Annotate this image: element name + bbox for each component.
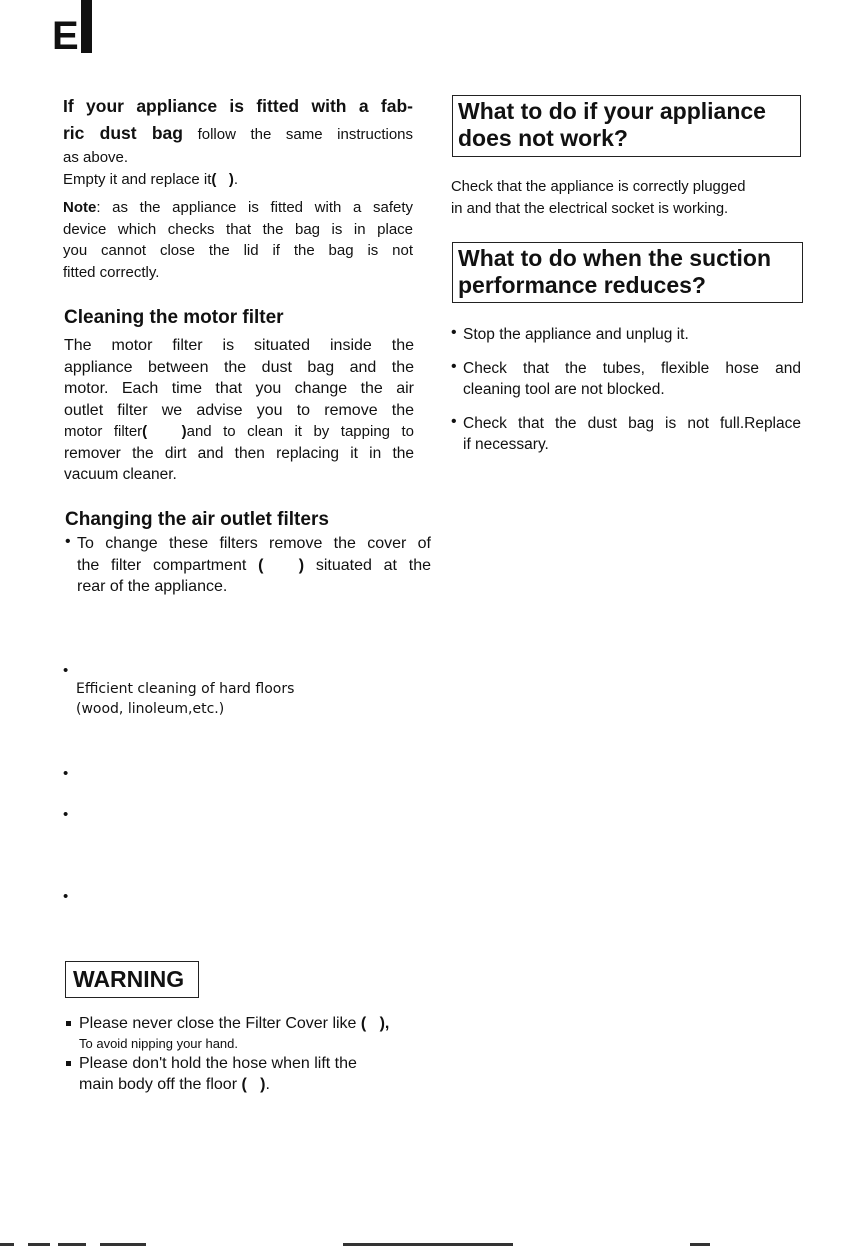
- motor-line5-c: and to clean it by tapping to: [186, 423, 414, 440]
- fabric-bold-lead: If your appliance is fitted with a fab-: [63, 96, 413, 116]
- note-line3: you cannot close the lid if the bag is not: [63, 242, 413, 259]
- not-work-heading-box: [452, 95, 801, 157]
- note-label: Note: [63, 199, 97, 216]
- hard-floor-line1: Efficient cleaning of hard floors: [76, 681, 295, 697]
- air-line3: rear of the appliance.: [77, 578, 228, 595]
- figure-ref: ( ): [211, 170, 234, 188]
- figure-ref: ( ): [142, 423, 187, 440]
- note-section: [63, 197, 413, 283]
- language-letter: E: [52, 14, 79, 58]
- motor-filter-title: Cleaning the motor filter: [64, 307, 284, 328]
- bullet-dot: •: [451, 412, 457, 430]
- bullet-dot: •: [65, 533, 71, 550]
- square-bullet: [66, 1061, 71, 1066]
- fabric-line3: as above.: [63, 149, 129, 166]
- note-line4: fitted correctly.: [63, 263, 160, 281]
- bullet-dot: •: [63, 765, 69, 782]
- motor-line5-a: motor filter: [64, 423, 143, 440]
- suction-item3-line1: Check that the dust bag is not full.Replace: [463, 414, 801, 432]
- fabric-line4-c: .: [233, 170, 239, 188]
- scan-mark: [690, 1243, 710, 1246]
- scan-mark: [0, 1243, 14, 1246]
- warning-item1-a: Please never close the Filter Cover like: [79, 1015, 357, 1032]
- warning-item2-line1: Please don't hold the hose when lift the: [79, 1054, 357, 1072]
- motor-line3: motor. Each time that you change the air: [64, 380, 414, 397]
- motor-line4: outlet filter we advise you to remove the: [64, 401, 414, 419]
- bullet-dot: •: [63, 662, 69, 679]
- motor-line2: appliance between the dust bag and the: [64, 358, 414, 376]
- fabric-line4-a: Empty it and replace it: [63, 170, 212, 188]
- not-work-text: [451, 177, 803, 220]
- language-bar: [81, 0, 92, 53]
- suction-item2-line2: cleaning tool are not blocked.: [463, 381, 665, 398]
- not-work-line2: in and that the electrical socket is working.: [451, 200, 729, 217]
- warning-list: [66, 1013, 446, 1096]
- warning-item2-line2-c: .: [265, 1076, 270, 1093]
- not-work-line1: Check that the appliance is correctly plugged: [451, 179, 746, 195]
- motor-filter-section: [64, 307, 414, 486]
- square-bullet: [66, 1021, 71, 1026]
- suction-title-line1: What to do when the suction: [458, 245, 772, 271]
- suction-item3-line2: if necessary.: [463, 436, 549, 453]
- bullet-dot: •: [63, 806, 69, 823]
- scan-mark: [58, 1243, 86, 1246]
- not-work-title-line1: What to do if your appliance: [458, 98, 766, 124]
- motor-line6: remover the dirt and then replacing it in the: [64, 444, 414, 462]
- bullet-dot: •: [63, 888, 69, 905]
- scan-mark: [28, 1243, 50, 1246]
- fabric-dust-bag-section: [63, 93, 413, 190]
- bullet-dot: •: [451, 324, 457, 341]
- suction-title-line2: performance reduces?: [458, 272, 706, 298]
- air-line1: To change these filters remove the cover of: [77, 535, 431, 552]
- warning-label: WARNING: [65, 961, 199, 998]
- warning-item1-sub: To avoid nipping your hand.: [79, 1035, 239, 1051]
- figure-ref: ( ): [241, 1076, 266, 1093]
- note-line2: device which checks that the bag is in place: [63, 220, 413, 238]
- not-work-title-line2: does not work?: [458, 125, 628, 151]
- warning-item2-line2-a: main body off the floor: [79, 1076, 238, 1093]
- note-line1: : as the appliance is fitted with a safety: [96, 199, 413, 216]
- bullet-dot: •: [451, 357, 457, 375]
- motor-line7: vacuum cleaner.: [64, 466, 177, 483]
- suction-item2-line1: Check that the tubes, flexible hose and: [463, 359, 801, 377]
- hard-floor-line2: (wood, linoleum,etc.): [76, 701, 225, 717]
- scan-mark: [100, 1243, 146, 1246]
- bottom-scan-strip: [0, 1241, 851, 1248]
- scan-mark: [343, 1243, 513, 1246]
- fabric-cont: follow the same instructions: [197, 126, 414, 143]
- suction-item1: Stop the appliance and unplug it.: [463, 326, 689, 343]
- figure-ref: ( ),: [360, 1015, 390, 1032]
- figure-ref: ( ): [258, 556, 305, 574]
- fabric-bold-lead-2: ric dust bag: [63, 123, 183, 143]
- air-line2-c: situated at the: [315, 556, 431, 574]
- suction-heading-box: [452, 242, 803, 303]
- suction-list: [451, 324, 801, 456]
- air-outlet-title: Changing the air outlet filters: [65, 509, 329, 530]
- motor-line1: The motor filter is situated inside the: [64, 337, 414, 354]
- air-line2-a: the filter compartment: [77, 556, 247, 574]
- air-outlet-section: [65, 509, 431, 598]
